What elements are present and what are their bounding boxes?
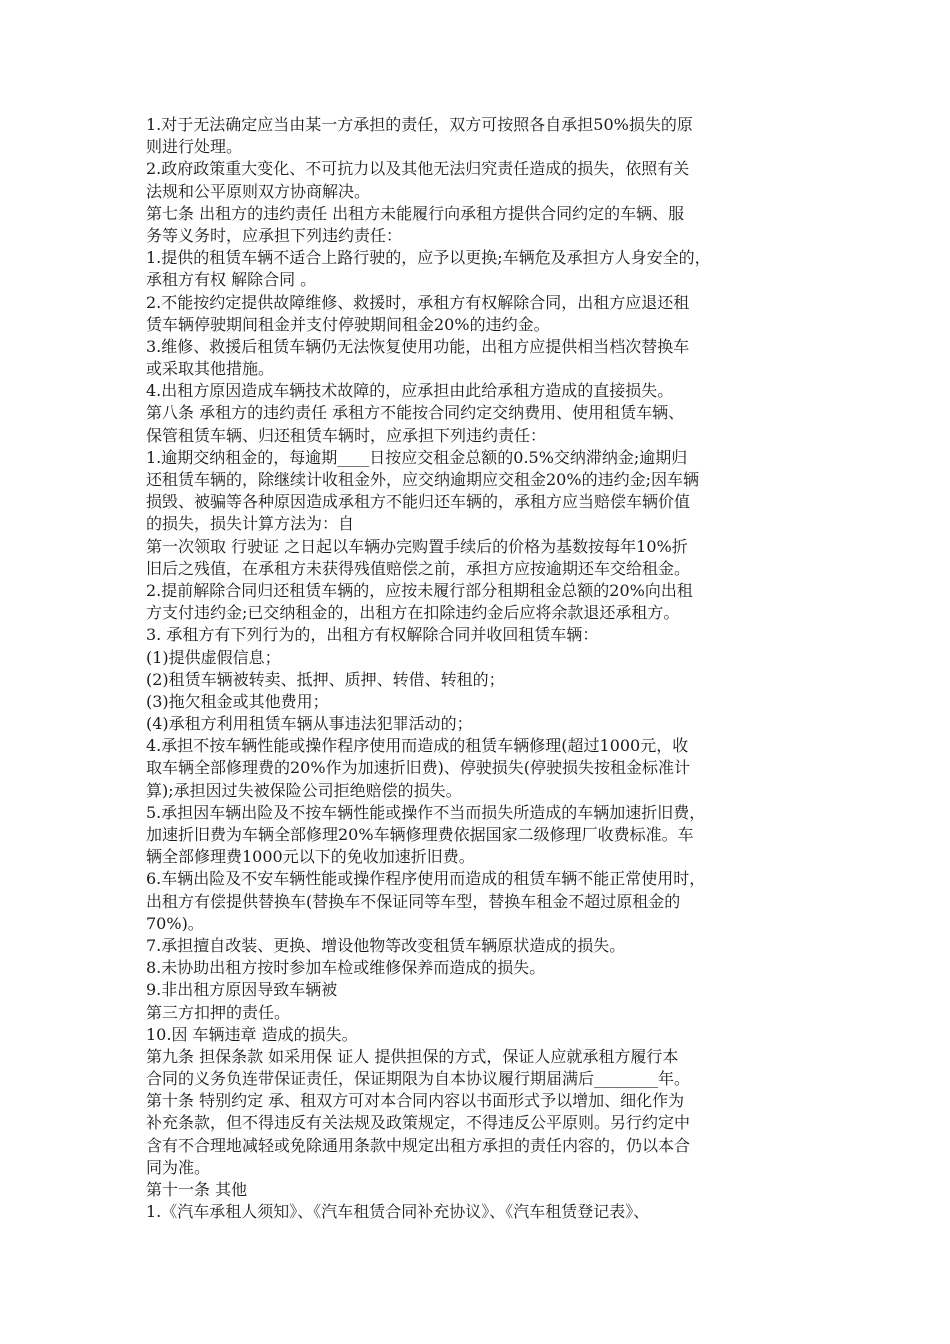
text-line: 第七条 出租方的违约责任 出租方未能履行向承租方提供合同约定的车辆、服	[146, 203, 685, 223]
text-line: (2)租赁车辆被转卖、抵押、质押、转借、转租的；	[146, 669, 505, 689]
text-line: 2.政府政策重大变化、不可抗力以及其他无法归究责任造成的损失，依照有关	[146, 159, 690, 179]
text-line: 赁车辆停驶期间租金并支付停驶期间租金20%的违约金。	[146, 314, 550, 334]
text-line: 第十条 特别约定 承、租双方可对本合同内容以书面形式予以增加、细化作为	[146, 1091, 685, 1111]
text-line: 则进行处理。	[146, 137, 243, 157]
text-line: 辆全部修理费1000元以下的免收加速折旧费。	[146, 847, 475, 867]
text-line: 第八条 承租方的违约责任 承租方不能按合同约定交纳费用、使用租赁车辆、	[146, 403, 685, 423]
text-line: 2.提前解除合同归还租赁车辆的，应按未履行部分租期租金总额的20%向出租	[146, 580, 693, 600]
text-line: 1.《汽车承租人须知》、《汽车租赁合同补充协议》、《汽车租赁登记表》、	[146, 1202, 650, 1222]
text-line: 算);承担因过失被保险公司拒绝赔偿的损失。	[146, 780, 462, 800]
text-line: 务等义务时，应承担下列违约责任：	[146, 225, 403, 245]
text-line: 还租赁车辆的，除继续计收租金外，应交纳逾期应交租金20%的违约金;因车辆	[146, 470, 699, 489]
text-line: 或采取其他措施。	[146, 359, 275, 379]
text-line: (4)承租方利用租赁车辆从事违法犯罪活动的；	[146, 714, 473, 734]
text-line: 损毁、被骗等各种原因造成承租方不能归还车辆的，承租方应当赔偿车辆价值	[146, 492, 691, 512]
text-line: 4.承担不按车辆性能或操作程序使用而造成的租赁车辆修理(超过1000元，收	[146, 736, 689, 756]
text-line: 1.逾期交纳租金的，每逾期____日按应交租金总额的0.5%交纳滞纳金;逾期归	[146, 447, 688, 467]
text-line: (1)提供虚假信息；	[146, 647, 281, 667]
text-line: 含有不合理地减轻或免除通用条款中规定出租方承担的责任内容的，仍以本合	[146, 1135, 691, 1155]
text-line: 9.非出租方原因导致车辆被	[146, 980, 338, 1000]
text-line: 方支付违约金;已交纳租金的，出租方在扣除违约金后应将余款退还承租方。	[146, 603, 680, 623]
text-line: 法规和公平原则双方协商解决。	[146, 181, 371, 201]
text-line: 第三方扣押的责任。	[146, 1002, 291, 1022]
text-line: 2.不能按约定提供故障维修、救援时，承租方有权解除合同，出租方应退还租	[146, 292, 690, 312]
text-line: 保管租赁车辆、归还租赁车辆时，应承担下列违约责任：	[146, 425, 547, 445]
text-line: 4.出租方原因造成车辆技术故障的，应承担由此给承租方造成的直接损失。	[146, 381, 674, 401]
text-line: 同为准。	[146, 1157, 211, 1177]
text-line: 第一次领取 行驶证 之日起以车辆办完购置手续后的价格为基数按每年10%折	[146, 536, 688, 556]
text-line: 第九条 担保条款 如采用保 证人 提供担保的方式，保证人应就承租方履行本	[146, 1046, 679, 1066]
text-line: 的损失，损失计算方法为：自	[146, 514, 355, 534]
text-line: 旧后之残值，在承租方未获得残值赔偿之前，承担方应按逾期还车交给租金。	[146, 558, 691, 578]
text-line: 补充条款，但不得违反有关法规及政策规定，不得违反公平原则。另行约定中	[146, 1113, 691, 1133]
text-line: 1.提供的租赁车辆不适合上路行驶的，应予以更换;车辆危及承担方人身安全的，	[146, 248, 711, 268]
text-line: 承租方有权 解除合同 。	[146, 270, 317, 290]
text-line: 3. 承租方有下列行为的，出租方有权解除合同并收回租赁车辆：	[146, 625, 599, 645]
text-line: 取车辆全部修理费的20%作为加速折旧费)、停驶损失(停驶损失按租金标准计	[146, 758, 691, 778]
document-body	[146, 114, 806, 1223]
text-line: 合同的义务负连带保证责任，保证期限为自本协议履行期届满后________年。	[146, 1069, 691, 1089]
text-line: 出租方有偿提供替换车(替换车不保证同等车型，替换车租金不超过原租金的	[146, 891, 681, 911]
text-line: 10.因 车辆违章 造成的损失。	[146, 1024, 358, 1044]
text-line: 1.对于无法确定应当由某一方承担的责任，双方可按照各自承担50%损失的原	[146, 115, 693, 134]
text-line: 70%)。	[146, 913, 204, 933]
text-line: (3)拖欠租金或其他费用；	[146, 691, 329, 711]
text-line: 加速折旧费为车辆全部修理20%车辆修理费依据国家二级修理厂收费标准。车	[146, 825, 694, 844]
text-line: 6.车辆出险及不安车辆性能或操作程序使用而造成的租赁车辆不能正常使用时，	[146, 869, 706, 889]
text-line: 8.未协助出租方按时参加车检或维修保养而造成的损失。	[146, 958, 546, 978]
text-line: 7.承担擅自改装、更换、增设他物等改变租赁车辆原状造成的损失。	[146, 935, 626, 955]
text-line: 5.承担因车辆出险及不按车辆性能或操作不当而损失所造成的车辆加速折旧费，	[146, 802, 706, 822]
text-line: 第十一条 其他	[146, 1180, 248, 1199]
text-line: 3.维修、救援后租赁车辆仍无法恢复使用功能，出租方应提供相当档次替换车	[146, 336, 690, 356]
